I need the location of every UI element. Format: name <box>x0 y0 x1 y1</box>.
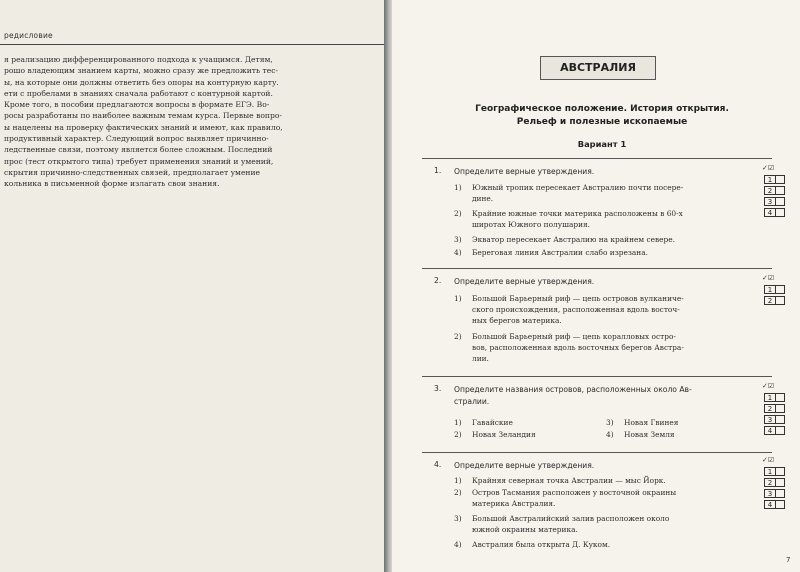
text-line: рошо владеющим знанием карты, можно сразу же предложить тес- <box>4 66 279 76</box>
answer-box[interactable]: 1 <box>764 467 776 476</box>
answer-box[interactable]: 3 <box>764 415 776 424</box>
checkbox-icon: ✓☑ <box>762 382 775 390</box>
option-text: лии. <box>472 354 489 364</box>
answer-box[interactable]: 1 <box>764 175 776 184</box>
answer-box[interactable]: 2 <box>764 186 776 195</box>
option-number: 1) <box>454 418 462 427</box>
text-line: ы, на которые они должны ответить без опоры на контурную карту. <box>4 77 279 87</box>
question-text: Определите верные утверждения. <box>454 167 595 176</box>
variant-label: Вариант 1 <box>577 139 627 149</box>
question-2 <box>434 276 760 376</box>
option-text: Остров Тасмания расположен у восточной окраины <box>472 488 677 497</box>
option-number: 1) <box>454 476 462 485</box>
option-text: Гавайские <box>472 418 513 427</box>
question-text: Определите верные утверждения. <box>454 277 595 286</box>
section-subtitle <box>432 103 772 129</box>
question-4 <box>434 460 760 560</box>
divider <box>422 158 772 159</box>
option-text: Новая Земля <box>624 430 675 439</box>
text-line: ы нацелены на проверку фактических знаний и имеют, как правило, <box>4 122 283 132</box>
option-text: вов, расположенная вдоль восточных берегов Австра- <box>472 343 684 353</box>
subtitle-line: Рельеф и полезные ископаемые <box>516 117 688 127</box>
divider <box>422 268 772 269</box>
option-text: Крайние южные точки материка расположены в 60-х <box>472 209 683 218</box>
checkbox-icon: ✓☑ <box>762 456 775 464</box>
text-line: росы разработаны по наиболее важным темам курса. Первые вопро- <box>4 111 282 121</box>
option-text: Большой Барьерный риф — цепь коралловых остро- <box>472 332 676 341</box>
answer-box[interactable]: 4 <box>764 426 776 435</box>
text-line: я реализацию дифференцированного подхода к учащимся. Детям, <box>4 55 273 64</box>
option-number: 4) <box>454 540 462 549</box>
left-page-text <box>4 54 379 190</box>
option-text: Большой Барьерный риф — цепь островов вулканиче- <box>472 294 684 303</box>
answer-box[interactable]: 3 <box>764 197 776 206</box>
option-text: материка Австралия. <box>472 499 556 509</box>
question-1 <box>434 166 760 266</box>
text-line: кольника в письменной форме излагать свои знания. <box>4 179 220 189</box>
answer-box[interactable]: 1 <box>764 285 776 294</box>
option-text: Южный тропик пересекает Австралию почти посере- <box>472 183 684 192</box>
option-number: 2) <box>454 430 462 439</box>
left-page <box>0 0 384 572</box>
book-gutter <box>384 0 392 572</box>
text-line: ети с пробелами в знаниях сначала работают с контурной картой. <box>4 88 273 98</box>
option-number: 4) <box>606 430 614 439</box>
option-text: южной окраины материка. <box>472 525 578 535</box>
option-text: Экватор пересекает Австралию на крайнем севере. <box>472 235 676 244</box>
answer-box[interactable]: 4 <box>764 208 776 217</box>
question-text: Определите верные утверждения. <box>454 461 595 470</box>
question-number: 2. <box>434 276 442 285</box>
question-number: 3. <box>434 384 442 393</box>
answer-box[interactable]: 2 <box>764 296 776 305</box>
option-text: Новая Гвинея <box>624 418 679 427</box>
right-page <box>392 0 800 572</box>
question-3 <box>434 384 760 454</box>
option-number: 4) <box>454 248 462 257</box>
text-line: скрытия причинно-следственных связей, предполагает умение <box>4 167 261 177</box>
question-number: 4. <box>434 460 442 469</box>
question-text: стралии. <box>454 396 490 406</box>
option-text: Новая Зеландия <box>472 430 536 439</box>
subtitle-line: Географическое положение. История открытия. <box>475 104 729 114</box>
option-number: 3) <box>454 235 462 244</box>
text-line: прос (тест открытого типа) требует применения знаний и умений, <box>4 156 274 166</box>
text-line: Кроме того, в пособии предлагаются вопросы в формате ЕГЭ. Во- <box>4 100 270 110</box>
text-line: ледственные связи, поэтому является более сложным. Последний <box>4 145 273 155</box>
option-text: Береговая линия Австралии слабо изрезана. <box>472 248 648 257</box>
answer-box[interactable]: 1 <box>764 393 776 402</box>
option-number: 2) <box>454 488 462 497</box>
page-number: 7 <box>786 556 791 564</box>
checkbox-icon: ✓☑ <box>762 274 775 282</box>
text-line: продуктивный характер. Следующий вопрос выявляет причинно- <box>4 134 269 144</box>
option-number: 1) <box>454 294 462 303</box>
option-text: Австралия была открыта Д. Куком. <box>472 540 611 549</box>
divider <box>422 376 772 377</box>
divider <box>422 452 772 453</box>
checkbox-icon: ✓☑ <box>762 164 775 172</box>
option-number: 2) <box>454 209 462 218</box>
header-rule <box>0 44 384 45</box>
question-number: 1. <box>434 166 442 175</box>
left-page-header: редисловие <box>4 31 53 40</box>
option-number: 1) <box>454 183 462 192</box>
option-text: ского происхождения, расположенная вдоль восточ- <box>472 305 680 315</box>
option-number: 2) <box>454 332 462 341</box>
answer-box[interactable]: 4 <box>764 500 776 509</box>
question-text: Определите названия островов, расположенных около Ав- <box>454 385 692 394</box>
option-text: Большой Австралийский залив расположен около <box>472 514 670 523</box>
answer-box[interactable]: 2 <box>764 404 776 413</box>
answer-box[interactable]: 2 <box>764 478 776 487</box>
page-title: АВСТРАЛИЯ <box>540 56 656 80</box>
option-text: дине. <box>472 194 494 204</box>
option-number: 3) <box>606 418 614 427</box>
option-text: широтах Южного полушария. <box>472 220 591 230</box>
option-text: ных берегов материка. <box>472 316 562 326</box>
option-text: Крайняя северная точка Австралии — мыс Йорк. <box>472 476 666 485</box>
answer-box[interactable]: 3 <box>764 489 776 498</box>
option-number: 3) <box>454 514 462 523</box>
